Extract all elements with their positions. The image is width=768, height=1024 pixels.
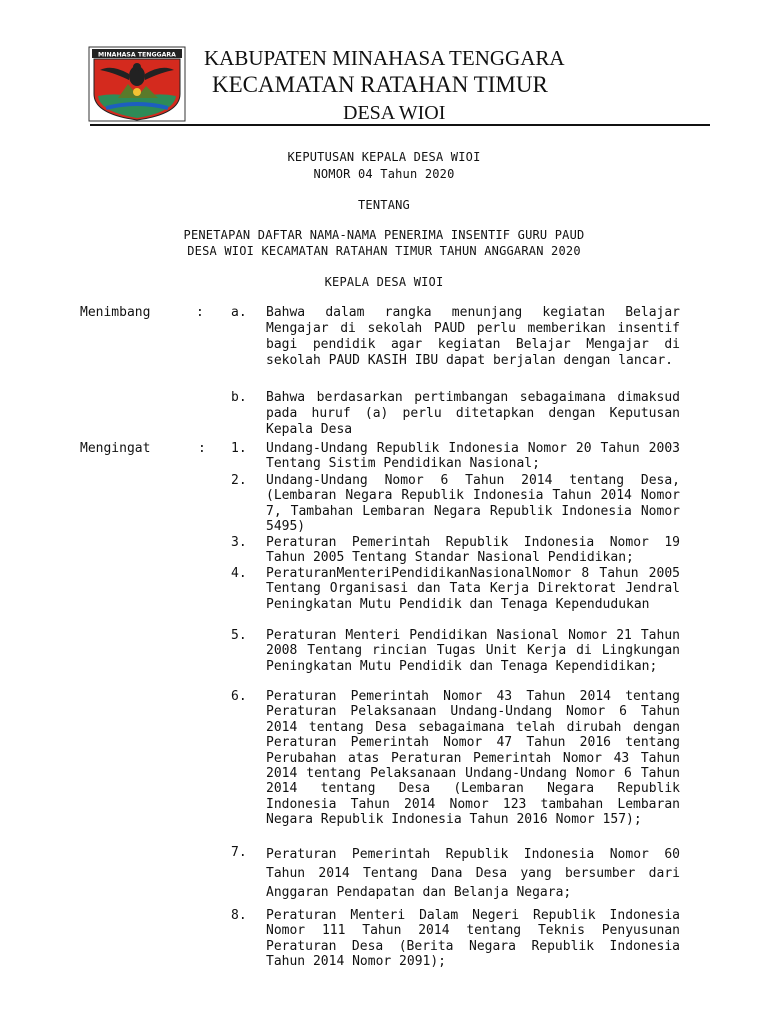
mengingat-marker: 1. (231, 441, 247, 456)
mengingat-marker: 5. (231, 628, 247, 643)
decree-number: NOMOR 04 Tahun 2020 (313, 167, 455, 181)
menimbang-item: Bahwa dalam rangka menunjang kegiatan Belajar Mengajar di sekolah PAUD perlu memberikan insentif bagi pendidik agar kegiatan Belajar Mengajar di sekolah PAUD KASIH IBU dapat berjalan dengan lancar. (266, 305, 680, 368)
mengingat-marker: 6. (231, 689, 247, 704)
mengingat-item: Peraturan Menteri Pendidikan Nasional Nomor 21 Tahun 2008 Tentang rincian Tugas Unit Kerja di Lingkungan Peningkatan Mutu Pendidik dan Tenaga Kependidikan; (266, 628, 680, 674)
mengingat-label: Mengingat (80, 441, 151, 456)
mengingat-item: Peraturan Pemerintah Nomor 43 Tahun 2014 tentang Peraturan Pelaksanaan Undang-Undang Nomor 6 Tahun 2014 tentang Desa sebagaimana telah dirubah dengan Peraturan Pemerintah Nomor 47 Tahun 2016 tentang Perubahan atas Peraturan Pemerintah Nomor 43 Tahun 2014 tentang Pelaksanaan Undang-Undang Nomor 6 Tahun 2014 tentang Desa (Lembaran Negara Republik Indonesia Tahun 2014 Nomor 123 tambahan Lembaran Negara Republik Indonesia Tahun 2016 Nomor 157); (266, 689, 680, 828)
mengingat-item: PeraturanMenteriPendidikanNasionalNomor 8 Tahun 2005 Tentang Organisasi dan Tata Kerja Direktorat Jendral Peningkatan Mutu Pendidik dan Tenaga Kependudukan (266, 566, 680, 612)
menimbang-label: Menimbang (80, 305, 151, 320)
mengingat-item: Undang-Undang Republik Indonesia Nomor 20 Tahun 2003 Tentang Sistim Pendidikan Nasional; (266, 441, 680, 472)
decree-title: KEPUTUSAN KEPALA DESA WIOI (287, 150, 481, 164)
regency-logo (88, 46, 186, 122)
mengingat-item: Peraturan Menteri Dalam Negeri Republik Indonesia Nomor 111 Tahun 2014 tentang Teknis Penyusunan Peraturan Desa (Berita Negara Republik Indonesia Tahun 2014 Nomor 2091); (266, 908, 680, 970)
mengingat-marker: 8. (231, 908, 247, 923)
mengingat-item: Undang-Undang Nomor 6 Tahun 2014 tentang Desa, (Lembaran Negara Republik Indonesia Tahun 2014 Nomor 7, Tambahan Lembaran Negara Republik Indonesia Nomor 5495) (266, 473, 680, 535)
menimbang-colon: : (196, 305, 204, 320)
letterhead-district: KECAMATAN RATAHAN TIMUR (212, 72, 548, 97)
menimbang-item: Bahwa berdasarkan pertimbangan sebagaimana dimaksud pada huruf (a) perlu ditetapkan dengan Keputusan Kepala Desa (266, 390, 680, 437)
decree-authority: KEPALA DESA WIOI (324, 275, 444, 289)
mengingat-marker: 7. (231, 845, 247, 860)
letterhead-village: DESA WIOI (343, 102, 446, 124)
mengingat-marker: 4. (231, 566, 247, 581)
decree-subject-line1: PENETAPAN DAFTAR NAMA-NAMA PENERIMA INSENTIF GURU PAUD (183, 228, 585, 242)
letterhead-rule (90, 124, 710, 126)
decree-tentang: TENTANG (358, 198, 410, 212)
svg-text:MINAHASA TENGGARA: MINAHASA TENGGARA (98, 51, 176, 59)
mengingat-marker: 3. (231, 535, 247, 550)
menimbang-marker: b. (231, 390, 247, 405)
letterhead-regency: KABUPATEN MINAHASA TENGGARA (204, 46, 565, 70)
mengingat-item: Peraturan Pemerintah Republik Indonesia Nomor 60 Tahun 2014 Tentang Dana Desa yang bersumber dari Anggaran Pendapatan dan Belanja Negara; (266, 847, 680, 900)
mengingat-colon: : (198, 441, 206, 456)
mengingat-marker: 2. (231, 473, 247, 488)
mengingat-item: Peraturan Pemerintah Republik Indonesia Nomor 19 Tahun 2005 Tentang Standar Nasional Pendidikan; (266, 535, 680, 566)
decree-subject-line2: DESA WIOI KECAMATAN RATAHAN TIMUR TAHUN ANGGARAN 2020 (187, 244, 581, 258)
menimbang-marker: a. (231, 305, 247, 320)
